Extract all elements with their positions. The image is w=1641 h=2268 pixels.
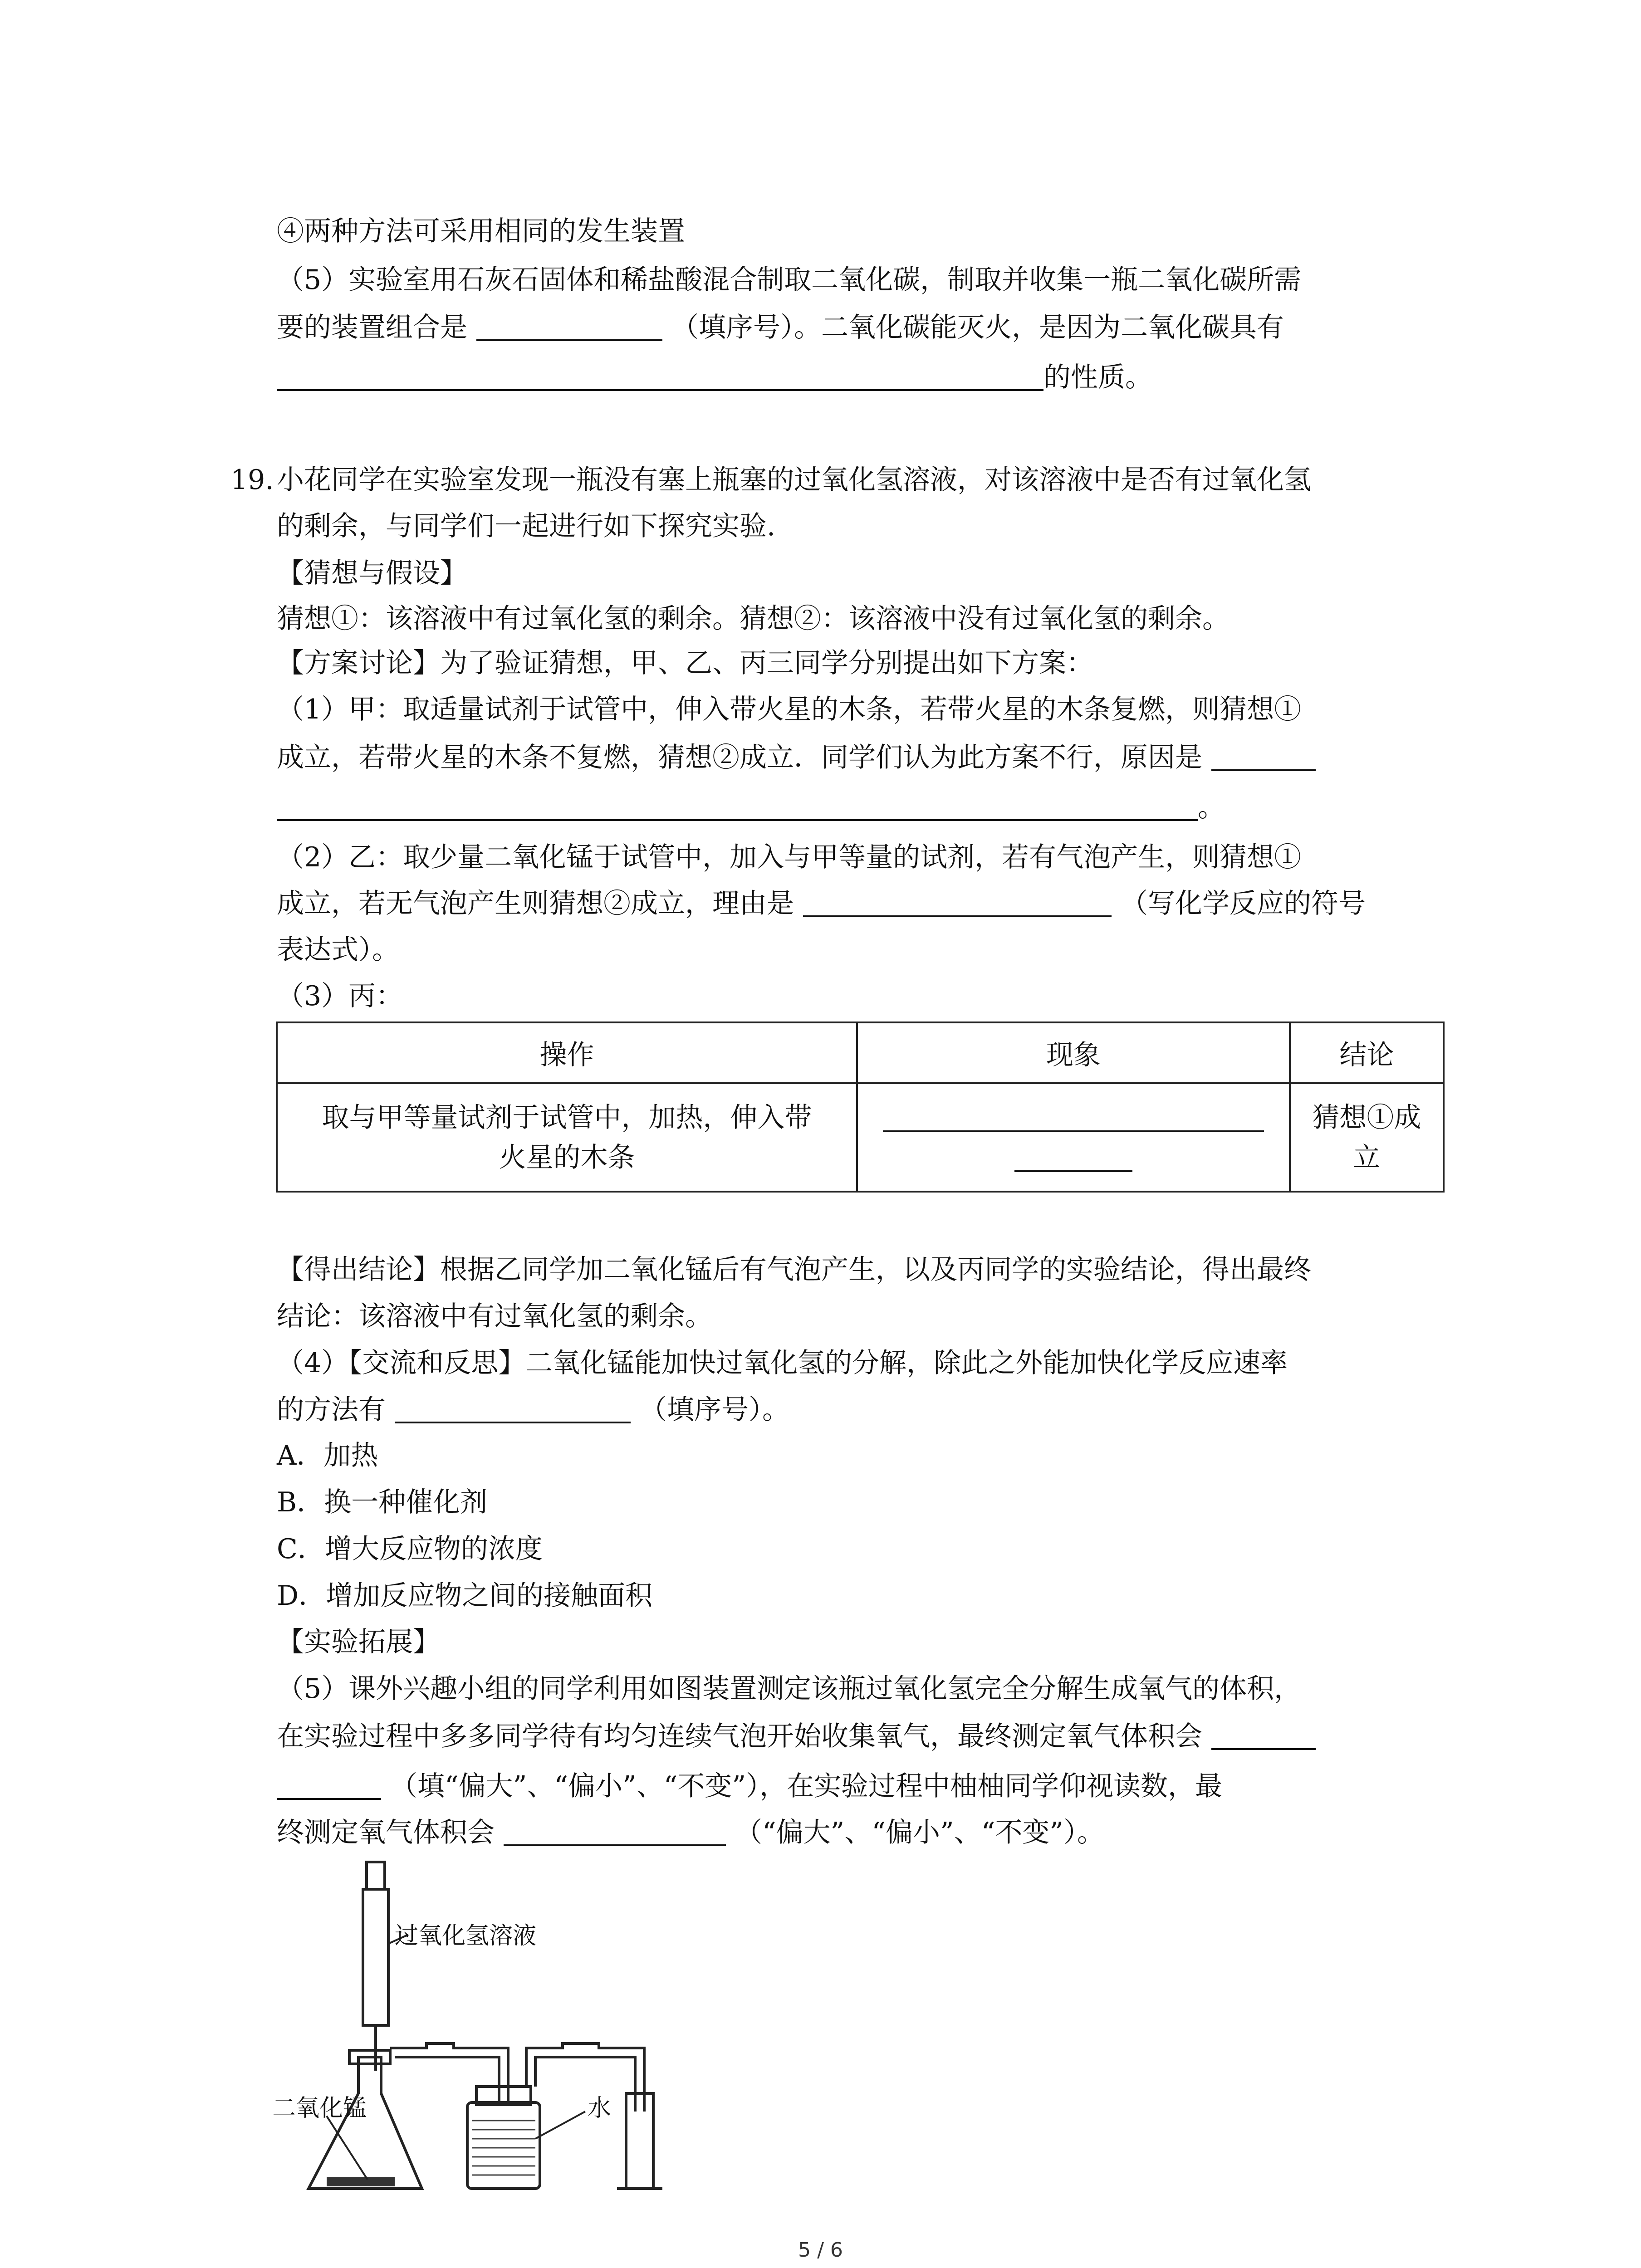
conclusion-line-1: 猜想①成 [1312, 1101, 1421, 1134]
answer-blank[interactable] [395, 1394, 631, 1423]
p1-end: 。 [1198, 792, 1225, 823]
table-header-row [277, 1022, 1444, 1083]
p4-line-2 [277, 1391, 789, 1429]
p5-text: 在实验过程中多多同学待有均匀连续气泡开始收集氧气，最终测定氧气体积会 [277, 1721, 1202, 1752]
q5-text-c: 的性质。 [1043, 362, 1152, 393]
syringe-barrel-icon [363, 1889, 388, 2025]
q5-line-3 [277, 358, 1152, 396]
p1-line-1: （1）甲：取适量试剂于试管中，伸入带火星的木条，若带火星的木条复燃，则猜想① [277, 694, 1302, 725]
label-water: 水 [588, 2095, 612, 2122]
p5-line-2 [277, 1717, 1316, 1755]
p1-line-3 [277, 788, 1225, 826]
answer-blank[interactable] [1211, 1721, 1316, 1750]
operation-line-1: 取与甲等量试剂于试管中，加热，伸入带 [322, 1101, 812, 1134]
answer-blank[interactable] [277, 1771, 381, 1800]
conclusion-line-1: 【得出结论】根据乙同学加二氧化锰后有气泡产生，以及丙同学的实验结论，得出最终 [277, 1254, 1311, 1286]
p5-line-3 [277, 1767, 1222, 1805]
p2-text-b: （写化学反应的符号 [1121, 888, 1366, 919]
label-hydrogen-peroxide: 过氧化氢溶液 [395, 1922, 537, 1950]
option-a: A．加热 [277, 1440, 378, 1471]
answer-blank[interactable] [476, 312, 662, 341]
cell-phenomenon [857, 1083, 1290, 1192]
p1-line-2 [277, 738, 1316, 777]
hypothesis-heading: 【猜想与假设】 [277, 557, 467, 589]
q5-line-2 [277, 308, 1284, 347]
p3-label: （3）丙： [277, 980, 403, 1012]
question-number: 19. [230, 464, 274, 496]
q5-text-a: 要的装置组合是 [277, 312, 467, 343]
q19-line-2: 的剩余，与同学们一起进行如下探究实验. [277, 510, 776, 542]
apparatus-figure [272, 1857, 744, 2202]
conclusion-line-2: 立 [1353, 1141, 1381, 1173]
q5-line-1: （5）实验室用石灰石固体和稀盐酸混合制取二氧化碳，制取并收集一瓶二氧化碳所需 [277, 264, 1302, 296]
p1-text: 成立，若带火星的木条不复燃，猜想②成立．同学们认为此方案不行，原因是 [277, 742, 1202, 773]
option-d: D．增加反应物之间的接触面积 [277, 1580, 653, 1612]
p5-text-c: 终测定氧气体积会 [277, 1817, 495, 1848]
answer-blank[interactable] [277, 792, 1198, 821]
header-operation: 操作 [277, 1022, 857, 1083]
page-number: 5 / 6 [798, 2239, 843, 2262]
p2-text-a: 成立，若无气泡产生则猜想②成立，理由是 [277, 888, 794, 919]
option-c: C．增大反应物的浓度 [277, 1533, 543, 1565]
answer-blank[interactable] [803, 888, 1112, 917]
p5-line-1: （5）课外兴趣小组的同学利用如图装置测定该瓶过氧化氢完全分解生成氧气的体积， [277, 1673, 1302, 1705]
p2-line-2 [277, 885, 1366, 923]
header-conclusion: 结论 [1290, 1022, 1444, 1083]
cell-conclusion [1290, 1083, 1444, 1192]
extension-heading: 【实验拓展】 [277, 1626, 440, 1658]
p5-line-4 [277, 1813, 1104, 1852]
q5-text-b: （填序号）。二氧化碳能灭火，是因为二氧化碳具有 [671, 312, 1284, 343]
conclusion-line-2: 结论：该溶液中有过氧化氢的剩余。 [277, 1300, 712, 1332]
header-phenomenon: 现象 [857, 1022, 1290, 1083]
p4-text-a: 的方法有 [277, 1394, 386, 1426]
graduated-cylinder-icon [626, 2093, 653, 2189]
operation-line-2: 火星的木条 [499, 1141, 635, 1173]
hypothesis-text: 猜想①：该溶液中有过氧化氢的剩余。猜想②：该溶液中没有过氧化氢的剩余。 [277, 603, 1230, 635]
p4-text-b: （填序号）。 [640, 1394, 789, 1426]
p5-text-b: （填“偏大”、“偏小”、“不变”），在实验过程中柚柚同学仰视读数，最 [390, 1770, 1223, 1802]
answer-blank[interactable] [1014, 1132, 1132, 1172]
p5-text-d: （“偏大”、“偏小”、“不变”）。 [735, 1817, 1105, 1848]
answer-blank[interactable] [883, 1103, 1264, 1132]
option-b: B．换一种催化剂 [277, 1486, 488, 1518]
answer-blank[interactable] [504, 1817, 726, 1846]
syringe-plunger-icon [367, 1862, 385, 1889]
item-4: ④两种方法可采用相同的发生装置 [277, 215, 685, 247]
experiment-table [276, 1022, 1445, 1193]
q19-line-1: 小花同学在实验室发现一瓶没有塞上瓶塞的过氧化氢溶液，对该溶液中是否有过氧化氢 [277, 464, 1311, 496]
conical-flask-icon [309, 2057, 422, 2189]
p4-line-1: （4）【交流和反思】二氧化锰能加快过氧化氢的分解，除此之外能加快化学反应速率 [277, 1347, 1288, 1379]
cell-operation [277, 1083, 857, 1192]
table-row [277, 1083, 1444, 1192]
answer-blank[interactable] [1211, 742, 1316, 771]
p2-line-3: 表达式）。 [277, 934, 399, 966]
label-manganese-dioxide: 二氧化锰 [272, 2095, 367, 2122]
p2-line-1: （2）乙：取少量二氧化锰于试管中，加入与甲等量的试剂，若有气泡产生，则猜想① [277, 841, 1302, 873]
plan-heading: 【方案讨论】为了验证猜想，甲、乙、丙三同学分别提出如下方案： [277, 647, 1093, 679]
answer-blank[interactable] [277, 362, 1043, 391]
